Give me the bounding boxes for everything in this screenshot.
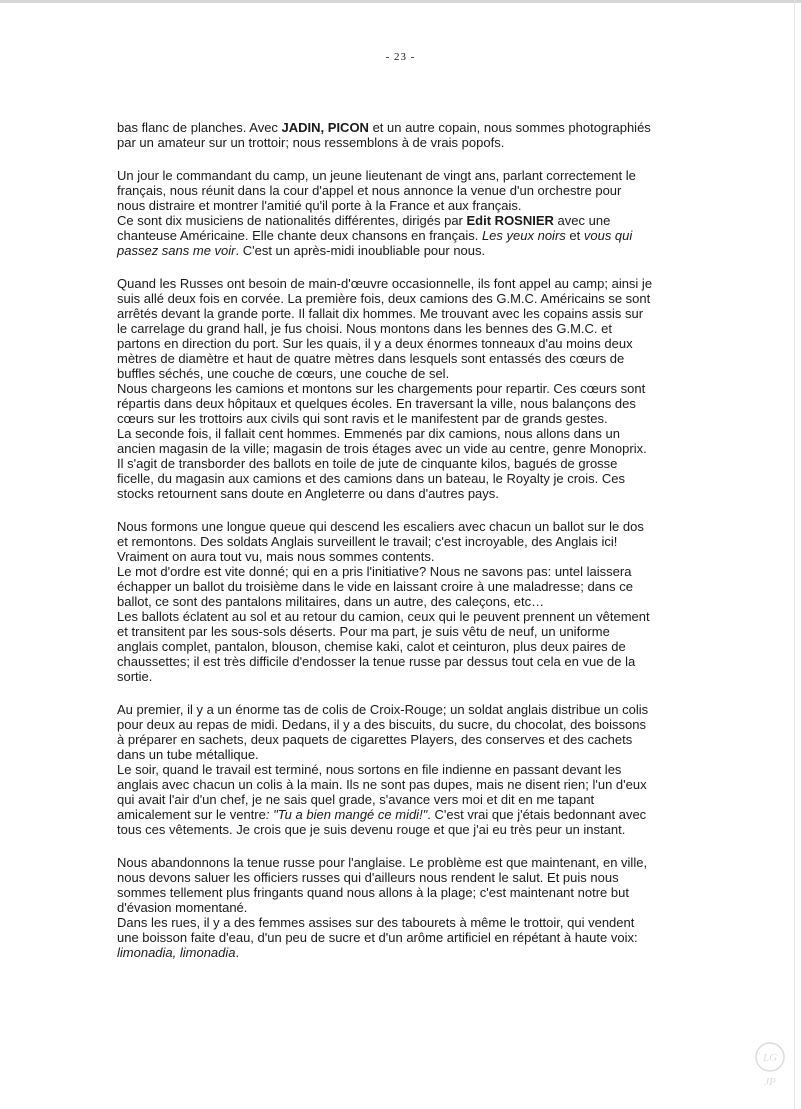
text-run: . C'est un après-midi inoubliable pour nous. (235, 243, 486, 258)
text-run: tous ces vêtements. Je crois que je suis devenu rouge et que j'ai eu très peur un instant. (117, 822, 626, 837)
text-line (117, 609, 692, 624)
text-line (117, 426, 692, 441)
text-run: français, nous réunit dans la cour d'appel et nous annonce la venue d'un orchestre pour (117, 183, 622, 198)
text-run: ancien magasin de la ville; magasin de trois étages avec un vide au centre, genre Monoprix. (117, 441, 647, 456)
text-run: stocks retournent sans doute en Angleterre ou dans d'autres pays. (117, 486, 499, 501)
text-run: . C'est vrai que j'étais bedonnant avec (427, 807, 647, 822)
text-line (117, 213, 692, 228)
bold-name: Edit ROSNIER (466, 213, 554, 228)
text-run: à préparer en sachets, deux paquets de cigarettes Players, des conserves et des cachets (117, 732, 633, 747)
text-line (117, 762, 692, 777)
text-line (117, 822, 692, 837)
text-run: anglais complet, pantalon, blouson, chemise kaki, calot et ceinturon, plus deux paires de (117, 639, 626, 654)
right-scan-border (794, 0, 795, 1109)
text-run: ballot, ce sont des pantalons militaires, dans un autre, des caleçons, etc… (117, 594, 545, 609)
text-line (117, 396, 692, 411)
svg-text:JP: JP (764, 1076, 776, 1088)
text-run: cœurs sur les trottoirs aux civils qui sont ravis et le manifestent par de grands gestes. (117, 411, 608, 426)
text-run: sortie. (117, 669, 153, 684)
text-line (117, 228, 692, 243)
text-run: Au premier, il y a un énorme tas de colis de Croix-Rouge; un soldat anglais distribue un colis (117, 702, 649, 717)
top-scan-border (0, 0, 801, 3)
svg-text:LG: LG (762, 1052, 778, 1064)
text-run: Nous chargeons les camions et montons sur les chargements pour repartir. Ces cœurs sont (117, 381, 646, 396)
text-run: répartis dans deux hôpitaux et quelques écoles. En traversant la ville, nous balançons des (117, 396, 636, 411)
text-line (117, 945, 692, 960)
text-line (117, 441, 692, 456)
text-line (117, 486, 692, 501)
text-line (117, 291, 692, 306)
text-run: une boisson faite d'eau, d'un peu de sucre et d'un arôme artificiel en répétant à haute voix: (117, 930, 638, 945)
text-run: et un autre copain, nous sommes photographiés (368, 120, 651, 135)
text-line (117, 411, 692, 426)
text-run: bas flanc de planches. Avec (117, 120, 282, 135)
italic-text: limonadia, limonadia (117, 945, 236, 960)
text-line (117, 732, 692, 747)
paragraph (117, 702, 692, 837)
body-text (117, 120, 692, 978)
italic-text: vous qui (583, 228, 633, 243)
text-run: d'évasion momentané. (117, 900, 248, 915)
text-run: qui avait l'air d'un chef, je ne sais quel grade, s'avance vers moi et dit en me tapant (117, 792, 595, 807)
text-line (117, 321, 692, 336)
text-line (117, 669, 692, 684)
text-run: Nous formons une longue queue qui descend les escaliers avec chacun un ballot sur le dos (117, 519, 644, 534)
text-run: pour deux au repas de midi. Dedans, il y a des biscuits, du sucre, du chocolat, des boissons (117, 717, 646, 732)
text-line (117, 639, 692, 654)
italic-text: passez sans me voir (117, 243, 236, 258)
text-run: avec une (553, 213, 611, 228)
text-line (117, 534, 692, 549)
text-line (117, 168, 692, 183)
text-run: Quand les Russes ont besoin de main-d'œuvre occasionnelle, ils font appel au camp; ainsi je (117, 276, 653, 291)
paragraph (117, 120, 692, 150)
text-run: . (235, 945, 240, 960)
text-line (117, 777, 692, 792)
text-run: mètres de diamètre et haut de quatre mètres dans lesquels sont entassés des cœurs de (117, 351, 625, 366)
text-run: par un amateur sur un trottoir; nous ressemblons à de vrais popofs. (117, 135, 505, 150)
italic-text: Les yeux noirs (481, 228, 566, 243)
text-line (117, 381, 692, 396)
text-run: nous devons saluer les officiers russes qui d'ailleurs nous rendent le salut. Et puis nous (117, 870, 619, 885)
text-run: partons en direction du port. Sur les quais, il y a deux énormes tonneaux d'au moins deux (117, 336, 633, 351)
text-line (117, 336, 692, 351)
text-run: Vraiment on aura tout vu, mais nous sommes contents. (117, 549, 435, 564)
text-run: suis allé deux fois en corvée. La première fois, deux camions des G.M.C. Américains se sont (117, 291, 651, 306)
text-line (117, 855, 692, 870)
text-line (117, 549, 692, 564)
text-run: arrêtés devant la grande porte. Il fallait dix hommes. Me trouvant avec les copains assis sur (117, 306, 644, 321)
text-run: chanteuse Américaine. Elle chante deux chansons en français. (117, 228, 482, 243)
italic-text: : "Tu a bien mangé ce midi!" (265, 807, 428, 822)
paragraph (117, 519, 692, 684)
text-line (117, 351, 692, 366)
text-line (117, 792, 692, 807)
text-run: chaussettes; il est très difficile d'endosser la tenue russe par dessus tout cela en vue de la (117, 654, 636, 669)
text-run: amicalement sur le ventre (117, 807, 266, 822)
text-line (117, 717, 692, 732)
text-line (117, 885, 692, 900)
text-run: La seconde fois, il fallait cent hommes. Emmenés par dix camions, nous allons dans un (117, 426, 620, 441)
text-line (117, 807, 692, 822)
text-line (117, 915, 692, 930)
text-line (117, 702, 692, 717)
text-run: Dans les rues, il y a des femmes assises sur des tabourets à même le trottoir, qui vendent (117, 915, 635, 930)
text-run: échapper un ballot du troisième dans le vide en laissant croire à une maladresse; dans ce (117, 579, 633, 594)
text-run: buffles séchés, une couche de cœurs, une couche de sel. (117, 366, 450, 381)
text-line (117, 120, 692, 135)
text-line (117, 930, 692, 945)
text-line (117, 747, 692, 762)
text-run: et transitent par les sous-sols déserts. Pour ma part, je suis vêtu de neuf, un uniforme (117, 624, 610, 639)
text-line (117, 471, 692, 486)
text-line (117, 198, 692, 213)
text-run: et (565, 228, 584, 243)
text-line (117, 579, 692, 594)
text-run: Un jour le commandant du camp, un jeune lieutenant de vingt ans, parlant correctement le (117, 168, 636, 183)
paragraph (117, 276, 692, 501)
text-line (117, 306, 692, 321)
text-run: anglais avec chacun un colis à la main. Ils ne sont pas dupes, mais ne disent rien; l'un d'eux (117, 777, 647, 792)
text-line (117, 564, 692, 579)
text-line (117, 456, 692, 471)
text-run: Ce sont dix musiciens de nationalités différentes, dirigés par (117, 213, 467, 228)
text-run: dans un tube métallique. (117, 747, 259, 762)
paragraph (117, 168, 692, 258)
text-run: Le soir, quand le travail est terminé, nous sortons en file indienne en passant devant les (117, 762, 622, 777)
paragraph (117, 855, 692, 960)
text-line (117, 135, 692, 150)
text-line (117, 900, 692, 915)
page-number: - 23 - (385, 51, 416, 63)
text-run: et remontons. Des soldats Anglais surveillent le travail; c'est incroyable, des Anglais ici! (117, 534, 618, 549)
bold-name: JADIN, PICON (281, 120, 369, 135)
text-line (117, 519, 692, 534)
text-line (117, 276, 692, 291)
text-run: Nous abandonnons la tenue russe pour l'anglaise. Le problème est que maintenant, en ville, (117, 855, 648, 870)
text-run: nous distraire et montrer l'amitié qu'il porte à la France et aux français. (117, 198, 522, 213)
text-run: ficelle, du magasin aux camions et des camions dans un bateau, le Royalty je crois. Ces (117, 471, 625, 486)
text-line (117, 654, 692, 669)
text-line (117, 594, 692, 609)
text-line (117, 243, 692, 258)
archive-stamp-logo (753, 1041, 787, 1093)
text-line (117, 366, 692, 381)
text-line (117, 183, 692, 198)
text-line (117, 870, 692, 885)
text-run: Les ballots éclatent au sol et au retour du camion, ceux qui le peuvent prennent un vêtement (117, 609, 650, 624)
text-run: Le mot d'ordre est vite donné; qui en a pris l'initiative? Nous ne savons pas: untel laissera (117, 564, 632, 579)
text-run: Il s'agit de transborder des ballots en toile de jute de cinquante kilos, bagués de grosse (117, 456, 618, 471)
text-run: sommes tellement plus fringants quand nous allons à la plage; c'est maintenant notre but (117, 885, 629, 900)
text-line (117, 624, 692, 639)
text-run: le carrelage du grand hall, je fus choisi. Nous montons dans les bennes des G.M.C. et (117, 321, 612, 336)
